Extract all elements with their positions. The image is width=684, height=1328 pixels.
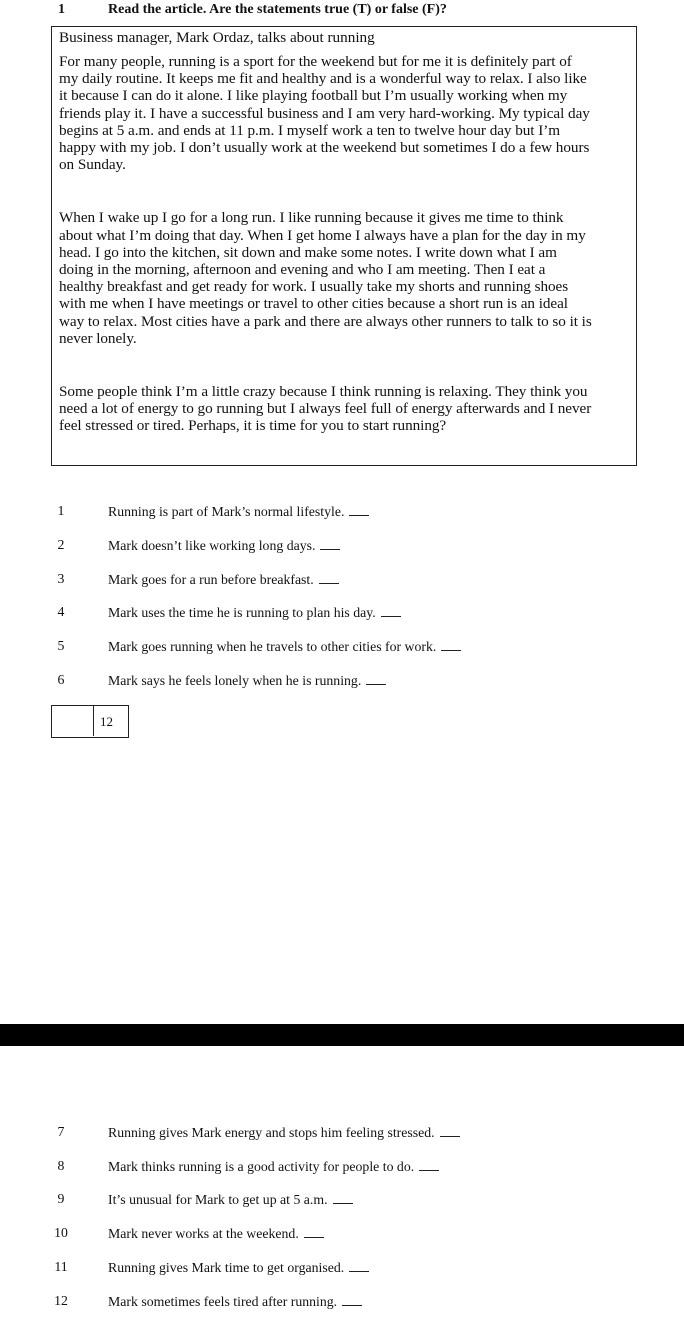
question-number: 4: [57, 604, 65, 619]
score-total: 12: [100, 714, 113, 729]
question-text: Mark says he feels lonely when he is running.: [108, 673, 362, 688]
question-text: Mark thinks running is a good activity for people to do.: [108, 1159, 415, 1174]
article-paragraph-2: [59, 209, 632, 347]
answer-blank[interactable]: [440, 1124, 460, 1137]
question-text: Running is part of Mark’s normal lifestyle.: [108, 504, 345, 519]
question-text: Mark uses the time he is running to plan his day.: [108, 605, 376, 620]
question-number: 12: [54, 1293, 68, 1308]
article-line: When I wake up I go for a long run. I like running because it gives me time to think: [59, 209, 564, 227]
article-line: way to relax. Most cities have a park and there are always other runners to talk to so it is: [59, 312, 592, 330]
answer-blank[interactable]: [319, 571, 339, 584]
score-box: [51, 705, 129, 738]
article-line: about what I’m doing that day. When I get home I always have a plan for the day in my: [59, 226, 586, 244]
article-line: it because I can do it alone. I like playing football but I’m usually working when my: [59, 87, 568, 105]
article-line: begins at 5 a.m. and ends at 11 p.m. I myself work a ten to twelve hour day but I’m: [59, 121, 560, 139]
article-line: friends play it. I have a successful business and I am very hard-working. My typical day: [59, 104, 590, 122]
question-text: Running gives Mark energy and stops him feeling stressed.: [108, 1125, 435, 1140]
question-item: [0, 503, 684, 525]
question-number: 9: [57, 1191, 65, 1206]
question-item: [0, 571, 684, 593]
article-line: feel stressed or tired. Perhaps, it is time for you to start running?: [59, 417, 447, 435]
article-line: healthy breakfast and get ready for work. I usually take my shorts and running shoes: [59, 278, 569, 296]
question-item: [0, 672, 684, 694]
question-number: 3: [57, 571, 65, 586]
question-number: 6: [57, 672, 65, 687]
answer-blank[interactable]: [320, 537, 340, 550]
article-line: For many people, running is a sport for the weekend but for me it is definitely part of: [59, 53, 572, 70]
exercise-instruction: Read the article. Are the statements true (T) or false (F)?: [108, 2, 447, 17]
exercise-number: 1: [58, 2, 65, 17]
exercise-heading: [0, 2, 684, 22]
answer-blank[interactable]: [349, 1259, 369, 1272]
question-item: [0, 1124, 684, 1146]
question-item: [0, 537, 684, 559]
answer-blank[interactable]: [419, 1158, 439, 1171]
article-title: Business manager, Mark Ordaz, talks about running: [59, 29, 375, 46]
question-number: 11: [54, 1259, 68, 1274]
question-text: Running gives Mark time to get organised.: [108, 1260, 345, 1275]
question-number: 8: [57, 1158, 65, 1173]
answer-blank[interactable]: [381, 604, 401, 617]
answer-blank[interactable]: [342, 1293, 362, 1306]
question-item: [0, 1259, 684, 1281]
question-text: Mark never works at the weekend.: [108, 1226, 299, 1241]
question-item: [0, 1191, 684, 1213]
question-item: [0, 1293, 684, 1315]
question-text: Mark doesn’t like working long days.: [108, 538, 316, 553]
article-line: head. I go into the kitchen, sit down and make some notes. I write down what I am: [59, 243, 557, 261]
question-text: Mark sometimes feels tired after running.: [108, 1294, 338, 1309]
answer-blank[interactable]: [441, 638, 461, 651]
article-paragraph-3: [59, 383, 632, 435]
answer-blank[interactable]: [333, 1191, 353, 1204]
answer-blank[interactable]: [304, 1225, 324, 1238]
article-line: doing in the morning, afternoon and evening and who I am meeting. Then I eat a: [59, 261, 546, 279]
question-number: 5: [57, 638, 65, 653]
article-line: Some people think I’m a little crazy because I think running is relaxing. They think you: [59, 383, 588, 401]
page-divider-bar: [0, 1024, 684, 1046]
article-paragraph-1: [59, 53, 632, 173]
question-item: [0, 1158, 684, 1180]
question-number: 7: [57, 1124, 65, 1139]
article-line: my daily routine. It keeps me fit and healthy and is a wonderful way to relax. I also like: [59, 70, 587, 88]
question-text: Mark goes for a run before breakfast.: [108, 572, 314, 587]
score-input[interactable]: [52, 706, 94, 736]
answer-blank[interactable]: [349, 503, 369, 516]
question-number: 2: [57, 537, 65, 552]
article-box: [51, 26, 637, 466]
answer-blank[interactable]: [366, 672, 386, 685]
question-number: 1: [57, 503, 65, 518]
article-line: never lonely.: [59, 329, 137, 347]
question-item: [0, 638, 684, 660]
question-number: 10: [54, 1225, 68, 1240]
article-line: with me when I have meetings or travel to other cities because a short run is an ideal: [59, 295, 568, 313]
article-line: on Sunday.: [59, 156, 126, 174]
article-line: need a lot of energy to go running but I always feel full of energy afterwards and I never: [59, 400, 592, 418]
question-item: [0, 1225, 684, 1247]
question-text: It’s unusual for Mark to get up at 5 a.m.: [108, 1192, 328, 1207]
question-text: Mark goes running when he travels to other cities for work.: [108, 639, 437, 654]
article-line: happy with my job. I don’t usually work at the weekend but sometimes I do a few hours: [59, 139, 590, 157]
question-item: [0, 604, 684, 626]
